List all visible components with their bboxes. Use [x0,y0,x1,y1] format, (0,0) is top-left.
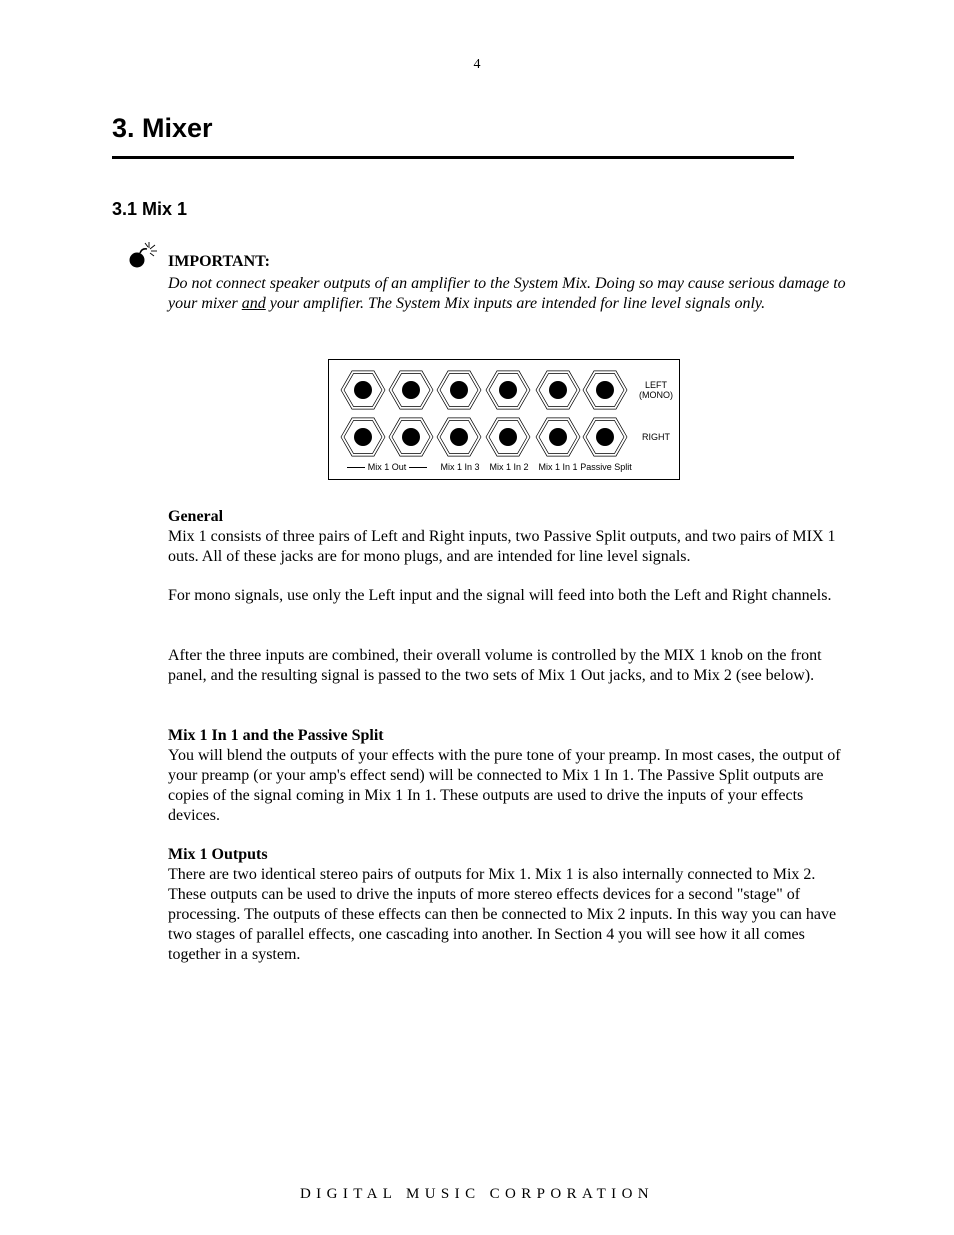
rear-panel-diagram [328,359,680,480]
label-left-line1: LEFT [644,380,667,390]
section-title: 3.1 Mix 1 [112,199,188,219]
jack-right-1 [341,418,385,456]
jack-right-6 [583,418,627,456]
jack-right-4 [486,418,530,456]
chapter-title: 3. Mixer [112,113,213,143]
jack-right-5 [536,418,580,456]
label-right: RIGHT [642,432,670,442]
page-number: 4 [473,57,481,72]
mix1-out-dash-left [347,467,365,468]
important-heading: IMPORTANT: [168,253,270,270]
mix1-outputs-heading: Mix 1 Outputs [168,846,268,863]
general-paragraph: For mono signals, use only the Left input and the signal will feed into both the Left and Right channels. [168,587,832,604]
mix1-in1-paragraph: You will blend the outputs of your effects with the pure tone of your preamp. In most cases, the output of your preamp (or your amp's effect send) will be connected to Mix 1 In 1. The Passive Split outputs are copies of the signal coming in Mix 1 In 1. These outputs are used to drive the inputs of your effects devices. [168,747,841,824]
mix1-in1-heading: Mix 1 In 1 and the Passive Split [168,727,384,744]
general-mono-block [168,586,848,606]
jack-right-2 [389,418,433,456]
label-mix1-in2: Mix 1 In 2 [489,462,529,472]
jack-left-3 [437,371,481,409]
jack-left-6 [583,371,627,409]
jack-left-4 [486,371,530,409]
jack-right-3 [437,418,481,456]
chapter-rule [112,156,794,159]
underlined-and: and [241,295,266,312]
general-paragraph: Mix 1 consists of three pairs of Left and Right inputs, two Passive Split outputs, and two pairs of MIX 1 outs. All of these jacks are for mono plugs, and are intended for line level signals. [168,528,836,565]
mix1-out-dash-right [409,467,427,468]
bomb-icon [128,241,162,271]
general-heading: General [168,508,224,525]
section-mix1-in1-passive-split [168,726,848,826]
jack-left-2 [389,371,433,409]
mix1-outputs-paragraph: There are two identical stereo pairs of outputs for Mix 1. Mix 1 is also internally connected to Mix 2. These outputs can be used to drive the inputs of more stereo effects devices for a second "stage" of processing. The outputs of these effects can then be connected to Mix 2 inputs. In this way you can have two stages of parallel effects, one cascading into another. In Section 4 you will see how it all comes together in a system. [168,866,837,963]
jack-left-5 [536,371,580,409]
section-mix1-outputs [168,845,848,965]
label-mix1-in3: Mix 1 In 3 [440,462,480,472]
label-passive-split: Passive Split [580,462,632,472]
jack-left-1 [341,371,385,409]
label-mix1-out: Mix 1 Out [367,462,407,472]
general-paragraph: After the three inputs are combined, their overall volume is controlled by the MIX 1 knob on the front panel, and the resulting signal is passed to the two sets of Mix 1 Out jacks, and to Mix 2 (see below). [168,647,822,684]
important-warning-text: Do not connect speaker outputs of an amplifier to the System Mix. Doing so may cause serious damage to your mixer and your amplifier. The System Mix inputs are intended for line level signals only. [168,275,846,312]
section-general [168,507,848,567]
footer-company: DIGITAL MUSIC CORPORATION [299,1186,655,1202]
label-mix1-in1: Mix 1 In 1 [538,462,578,472]
label-left-line2: (MONO) [639,390,673,400]
general-volume-block [168,646,848,686]
